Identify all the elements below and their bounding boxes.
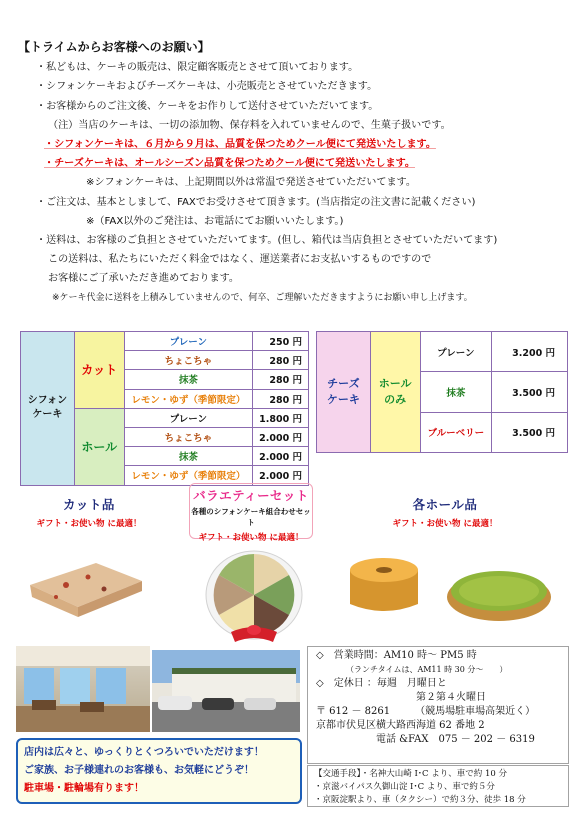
cut-product-title: カット品 bbox=[63, 497, 115, 512]
variety-product-desc: 各種のシフォンケーキ組合わせセット bbox=[191, 507, 311, 527]
postal-code: 〒 612 － 8261 （競馬場駐車場高架近く） bbox=[316, 706, 536, 717]
store-message-line: 駐車場・駐輪場有ります！ bbox=[24, 783, 144, 794]
whole-chiffon-image bbox=[344, 548, 424, 618]
notice-line: お客様にご了承いただき進めております。 bbox=[48, 273, 239, 285]
price-cell: 1.800 円 bbox=[253, 408, 309, 427]
cut-label: カット bbox=[74, 332, 124, 409]
access-info-box bbox=[307, 765, 569, 807]
store-info-box bbox=[307, 646, 569, 764]
whole-product-sub: ギフト・お使い物 に最適！ bbox=[392, 519, 498, 529]
notice-line: ・シフォンケーキおよびチーズケーキは、小売販売とさせていただきます。 bbox=[36, 81, 378, 93]
price-cell: 280 円 bbox=[253, 370, 309, 389]
flavor-cell: ブルーベリー bbox=[420, 412, 492, 452]
price-cell: 2.000 円 bbox=[253, 466, 309, 485]
flavor-cell: プレーン bbox=[124, 332, 252, 351]
cheese-price-table bbox=[316, 331, 568, 453]
whole-label: ホール bbox=[74, 408, 124, 485]
whole-product-title: 各ホール品 bbox=[412, 497, 478, 512]
notice-line: ・私どもは、ケーキの販売は、限定顧客販売とさせて頂いております。 bbox=[36, 62, 359, 74]
cheese-type-label: ホール のみ bbox=[370, 332, 420, 453]
price-cell: 3.200 円 bbox=[492, 332, 568, 372]
notice-line: ・送料は、お客様のご負担とさせていただいてます。(但し、箱代は当店負担とさせていただいてます) bbox=[36, 235, 498, 247]
variety-product-sub: ギフト・お使い物 に最適！ bbox=[198, 533, 304, 543]
flavor-cell: レモン・ゆず（季節限定） bbox=[124, 466, 252, 485]
flavor-cell: ちょこちゃ bbox=[124, 351, 252, 370]
flavor-cell: プレーン bbox=[420, 332, 492, 372]
variety-product-label bbox=[189, 486, 313, 543]
notice-line: ※（FAX以外のご発注は、お電話にてお願いいたします。) bbox=[86, 215, 344, 227]
cut-cake-image bbox=[26, 555, 146, 619]
access-line: ・京阪淀駅より、車（タクシー）で約３分、徒歩 18 分 bbox=[314, 795, 526, 805]
notice-line: ・ご注文は、基本としまして、FAXでお受けさせて頂きます。(当店指定の注文書に記載ください) bbox=[36, 196, 476, 208]
lunch-time: （ランチタイムは、AM11 時 30 分～ ） bbox=[346, 665, 508, 674]
closed-days: ◇ 定休日 ：毎週 月曜日と bbox=[316, 678, 447, 689]
phone-fax: 電話 &FAX 075 － 202 － 6319 bbox=[376, 734, 535, 745]
price-cell: 2.000 円 bbox=[253, 427, 309, 446]
access-line: ・京滋バイパス久御山淀 I･C より、車で約５分 bbox=[314, 782, 495, 792]
notice-line: ・お客様からのご注文後、ケーキをお作りして送付させていただいてます。 bbox=[36, 100, 379, 112]
whole-cheese-image bbox=[444, 555, 554, 625]
variety-product-title: バラエティーセット bbox=[193, 488, 309, 503]
notice-line-red: ・チーズケーキは、オールシーズン品質を保つためクール便にて発送いたします。 bbox=[44, 158, 415, 170]
store-message-box bbox=[16, 738, 302, 804]
address: 京都市伏見区横大路西海道 62 番地 2 bbox=[316, 720, 485, 731]
notice-line: ※シフォンケーキは、上記期間以外は常温で発送させていただいてます。 bbox=[86, 177, 416, 189]
access-title: 【交通手段】・名神大山崎 I･C より、車で約 10 分 bbox=[314, 769, 507, 779]
chiffon-price-table bbox=[20, 331, 309, 486]
flavor-cell: レモン・ゆず（季節限定） bbox=[124, 389, 252, 408]
business-hours: ◇ 営業時間：AM10 時～ PM5 時 bbox=[316, 650, 477, 661]
cut-product-sub: ギフト・お使い物 に最適！ bbox=[36, 519, 142, 529]
price-cell: 3.500 円 bbox=[492, 412, 568, 452]
chiffon-product-label: シフォン ケーキ bbox=[21, 332, 75, 486]
whole-product-label bbox=[370, 495, 520, 529]
flavor-cell: ちょこちゃ bbox=[124, 427, 252, 446]
price-cell: 2.000 円 bbox=[253, 447, 309, 466]
flavor-cell: プレーン bbox=[124, 408, 252, 427]
notice-title: 【トライムからお客様へのお願い】 bbox=[18, 40, 210, 54]
price-cell: 280 円 bbox=[253, 389, 309, 408]
store-interior-photo bbox=[16, 646, 150, 732]
flavor-cell: 抹茶 bbox=[420, 372, 492, 412]
store-message-line: 店内は広々と、ゆっくりとくつろいでいただけます！ bbox=[24, 747, 264, 758]
notice-line: ※ケーキ代金に送料を上積みしていませんので、何卒、ご理解いただきますようにお願い申し上げます。 bbox=[52, 292, 473, 303]
flavor-cell: 抹茶 bbox=[124, 447, 252, 466]
store-exterior-photo bbox=[152, 650, 300, 732]
notice-block bbox=[18, 38, 573, 308]
notice-line-red: ・シフォンケーキは、６月から９月は、品質を保つためクール便にて発送いたします。 bbox=[44, 139, 436, 151]
price-cell: 3.500 円 bbox=[492, 372, 568, 412]
flavor-cell: 抹茶 bbox=[124, 370, 252, 389]
cut-product-label bbox=[24, 495, 154, 529]
store-message-line: ご家族、お子様連れのお客様も、お気軽にどうぞ！ bbox=[24, 765, 254, 776]
closed-days-2: 第２第４火曜日 bbox=[416, 692, 486, 703]
variety-cake-image bbox=[199, 540, 309, 645]
notice-line: （注）当店のケーキは、一切の添加物、保存料を入れていませんので、生菓子扱いです。 bbox=[48, 119, 451, 131]
price-cell: 250 円 bbox=[253, 332, 309, 351]
price-cell: 280 円 bbox=[253, 351, 309, 370]
notice-line: この送料は、私たちにいただく料金ではなく、運送業者にお支払いするものですので bbox=[48, 254, 432, 266]
cheese-product-label: チーズ ケーキ bbox=[317, 332, 371, 453]
